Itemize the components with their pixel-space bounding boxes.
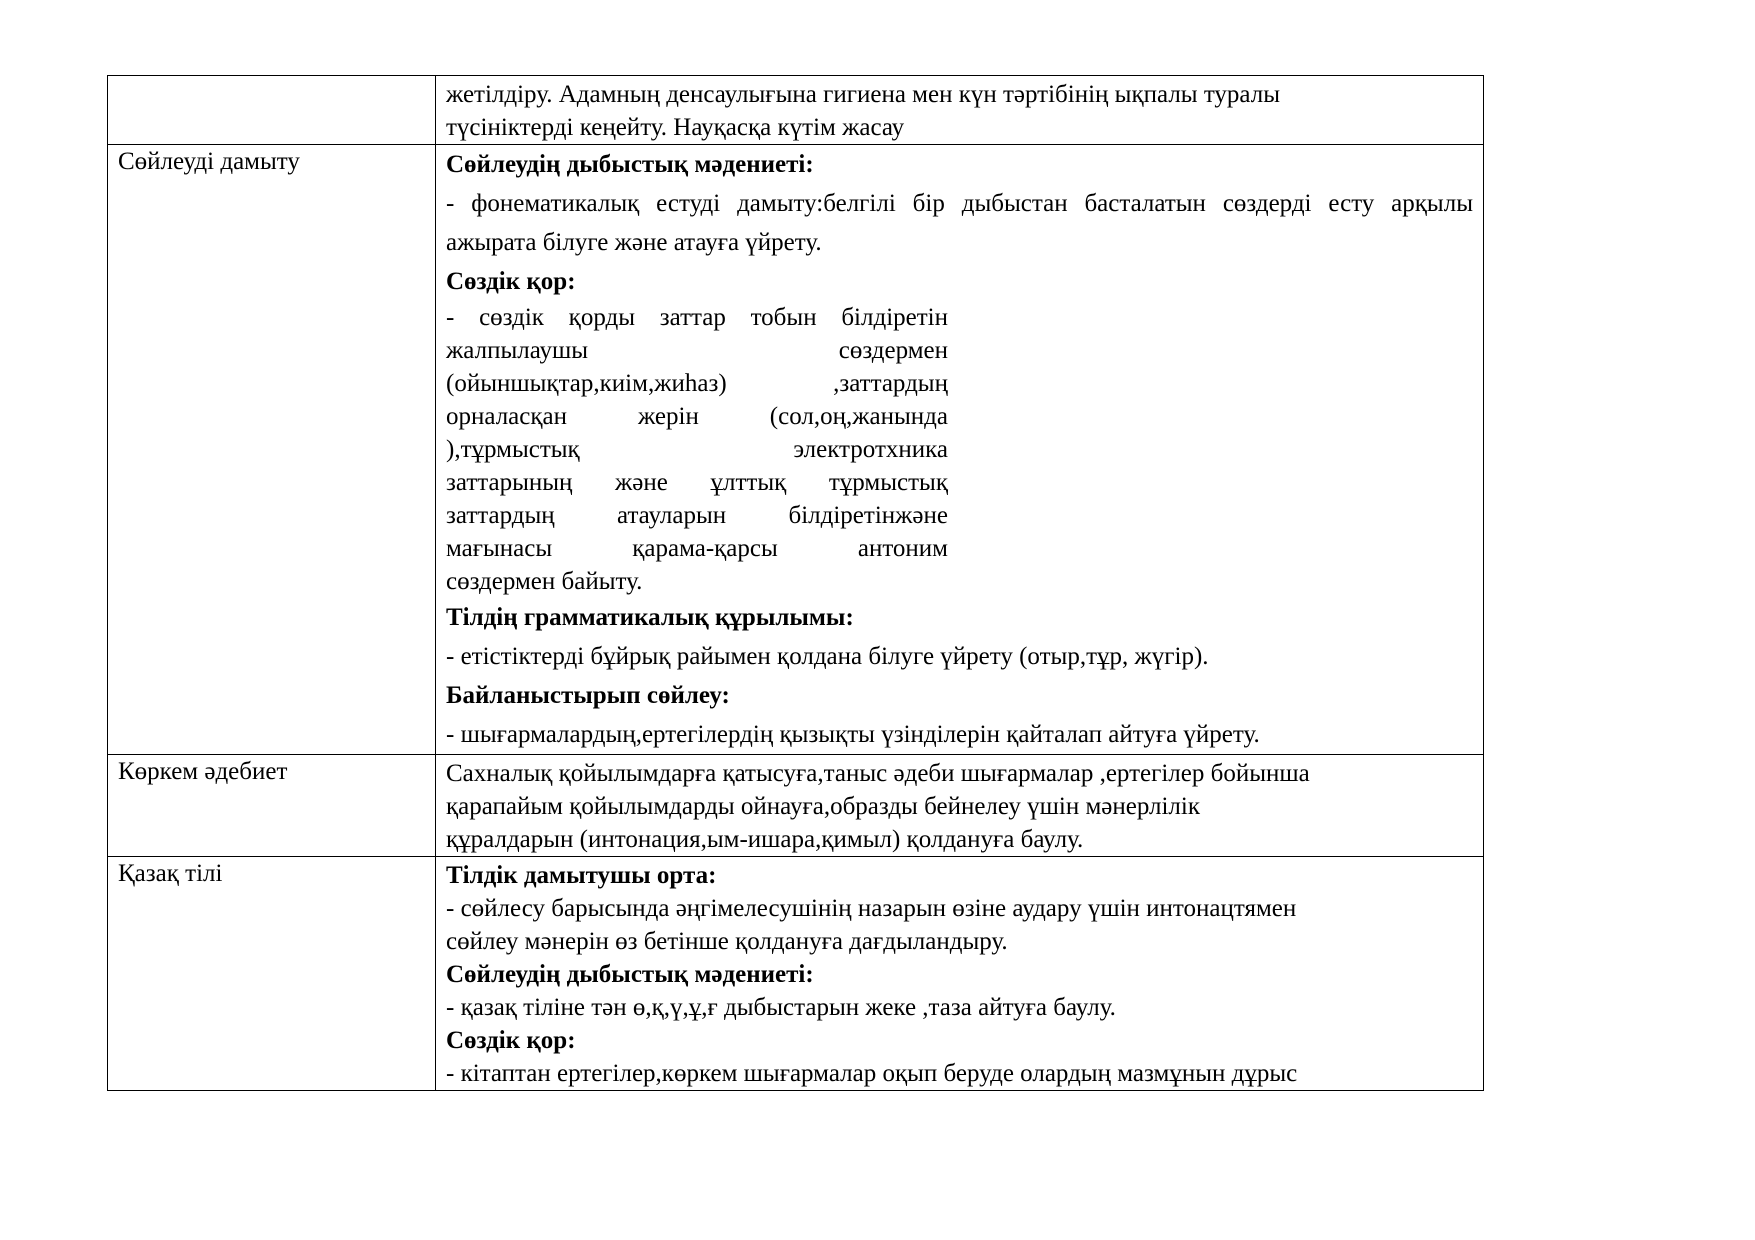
text-line: сөйлеу мәнерін өз бетінше қолдануға дағдыландыру. — [446, 928, 1008, 955]
section-heading: Сөздік қор: — [446, 268, 576, 295]
narrow-line: сөздермен байыту. — [446, 568, 643, 595]
paragraph: - фонематикалық естуді дамыту:белгілі бір дыбыстан басталатын сөздерді есту арқылы ажырата білуге және атауға үйрету. — [446, 190, 1473, 256]
narrow-line: заттарының және ұлттық тұрмыстық — [446, 469, 948, 496]
table-row — [108, 857, 1484, 1091]
text-line: қарапайым қойылымдарды ойнауға,образды бейнелеу үшін мәнерлілік — [446, 793, 1201, 820]
section-heading: Тілдік дамытушы орта: — [446, 862, 717, 889]
section-heading: Тілдің грамматикалық құрылымы: — [446, 604, 854, 631]
subject-cell: Көркем әдебиет — [108, 755, 436, 857]
narrow-line: орналасқан жерін (сол,оң,жанында — [446, 403, 948, 430]
text-line: Сахналық қойылымдарға қатысуға,таныс әдеби шығармалар ,ертегілер бойынша — [446, 760, 1310, 787]
text-line: - қазақ тіліне тән ө,қ,ү,ұ,ғ дыбыстарын жеке ,таза айтуға баулу. — [446, 994, 1116, 1021]
section-heading: Сөздік қор: — [446, 1027, 576, 1054]
section-heading: Сөйлеудің дыбыстық мәдениеті: — [446, 961, 814, 988]
table-row — [108, 755, 1484, 857]
narrow-line: ),тұрмыстық электротхника — [446, 436, 948, 463]
paragraph: - етістіктерді бұйрық райымен қолдана білуге үйрету (отыр,тұр, жүгір). — [446, 643, 1209, 670]
table-row — [108, 76, 1484, 145]
narrow-line: жалпылаушы сөздермен — [446, 337, 948, 364]
narrow-line: - сөздік қорды заттар тобын білдіретін — [446, 304, 948, 331]
text-line: - сөйлесу барысында әңгімелесушінің назарын өзіне аудару үшін интонацтямен — [446, 895, 1297, 922]
narrow-line: (ойыншықтар,киім,жиhаз) ,заттардың — [446, 370, 948, 397]
paragraph: - шығармалардың,ертегілердің қызықты үзінділерін қайталап айтуға үйрету. — [446, 721, 1260, 748]
text-line: - кітаптан ертегілер,көркем шығармалар оқып беруде олардың мазмұнын дұрыс — [446, 1060, 1298, 1087]
table-row — [108, 145, 1484, 755]
text-line: құралдарын (интонация,ым-ишара,қимыл) қолдануға баулу. — [446, 826, 1084, 853]
content-cell — [436, 76, 1484, 145]
subject-cell: Қазақ тілі — [108, 857, 436, 1091]
curriculum-table — [107, 75, 1484, 1091]
content-cell — [436, 145, 1484, 755]
content-cell — [436, 755, 1484, 857]
narrow-line: мағынасы қарама-қарсы антоним — [446, 535, 948, 562]
subject-cell — [108, 76, 436, 145]
subject-cell: Сөйлеуді дамыту — [108, 145, 436, 755]
section-heading: Сөйлеудің дыбыстық мәдениеті: — [446, 151, 814, 178]
text-line: түсініктерді кеңейту. Науқасқа күтім жасау — [446, 114, 905, 141]
content-cell — [436, 857, 1484, 1091]
narrow-line: заттардың атауларын білдіретінжәне — [446, 502, 948, 529]
text-line: жетілдіру. Адамның денсаулығына гигиена мен күн тәртібінің ықпалы туралы — [446, 81, 1281, 108]
section-heading: Байланыстырып сөйлеу: — [446, 682, 730, 709]
